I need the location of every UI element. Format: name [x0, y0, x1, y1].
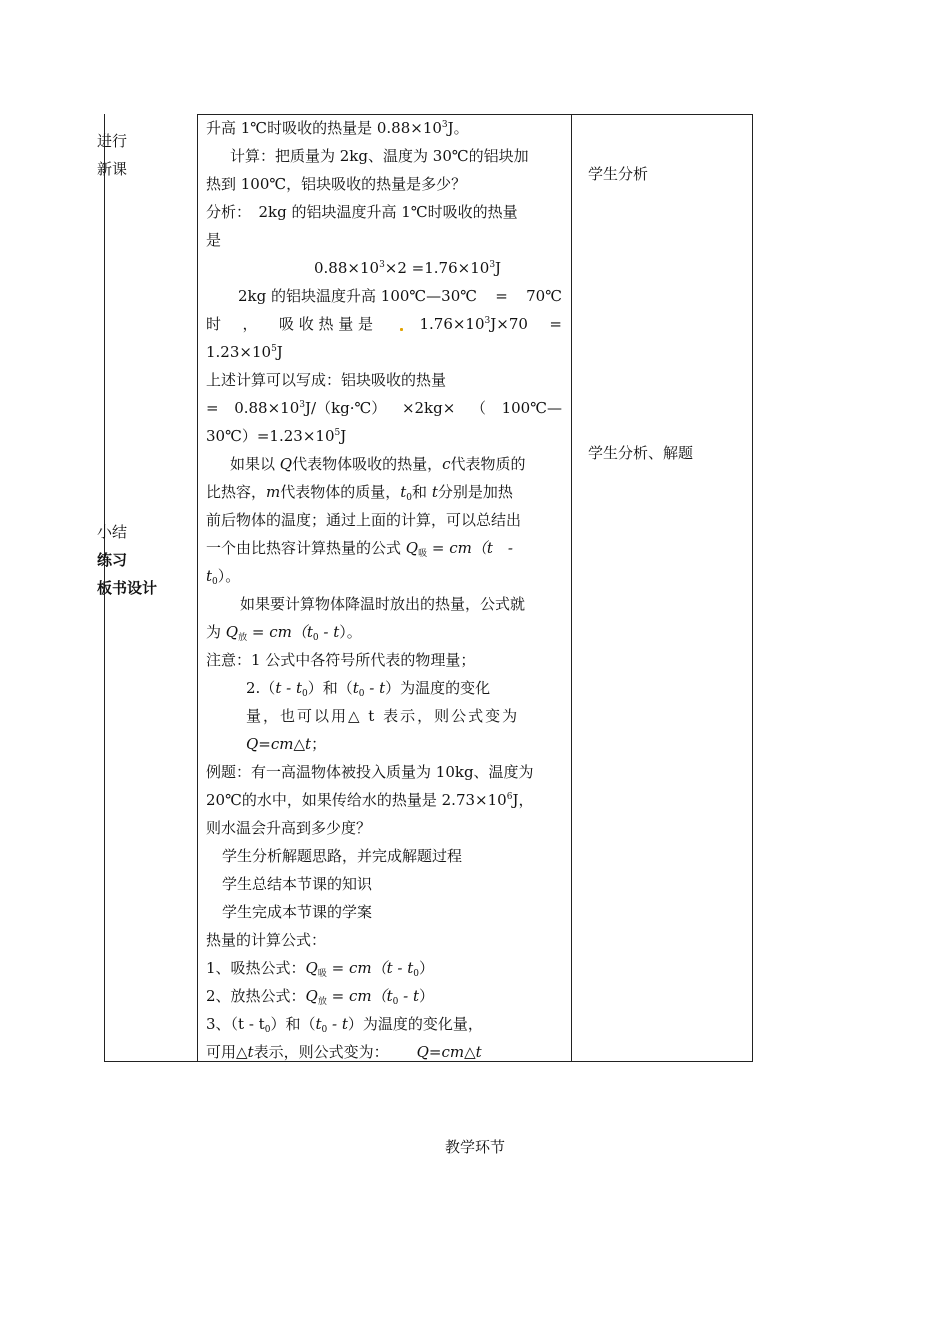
line-2: 计算：把质量为 2kg、温度为 30℃的铝块加 [230, 147, 529, 165]
line-13: 如果以 Q代表物体吸收的热量，c代表物质的 [230, 455, 526, 473]
line-21: $2.(t - t_0)$和$(t_0 - t)$为温度的变化 [246, 679, 491, 699]
line-14: 比热容，m代表物体的质量，$t_0$和 t分别是加热 [206, 483, 513, 503]
line-19: 为 $Q_放 = cm(t_0 - t)$。 [206, 623, 362, 643]
line-28: 学生总结本节课的知识 [222, 875, 373, 893]
note-student-analysis-solve: 学生分析、解题 [588, 444, 694, 462]
line-33: 3、$(t - t_0)$和$(t_0 - t)$为温度的变化量， [206, 1015, 483, 1035]
line-25: 20℃的水中，如果传给水的热量是 $2.73\times 10^6J$， [206, 791, 534, 809]
line-34: 可用△t表示，则公式变为： Q=cm△t [206, 1043, 482, 1061]
line-22: 量，也可以用△ t 表示，则公式变为 [246, 707, 520, 725]
line-30: 热量的计算公式： [206, 931, 327, 949]
line-17: $t_0$）。 [206, 567, 241, 587]
line-7: 2kg 的铝块温度升高 100℃—30℃ = 70℃ [238, 287, 562, 305]
line-16: 一个由比热容计算热量的公式 $Q_吸 = cm(t$ - [206, 539, 513, 559]
note-student-analysis: 学生分析 [588, 165, 649, 183]
column-divider-right [571, 114, 572, 1061]
line-5: 是 [206, 231, 222, 249]
label-xiaojie: 小结 [97, 523, 128, 541]
line-32: 2、放热公式：$Q_放 = cm(t_0 - t)$ [206, 987, 435, 1007]
footer-label: 教学环节 [444, 1138, 505, 1156]
line-8: 时 ， 吸 收 热 量 是 $1.76\times 10^3J\times 70$ = [206, 315, 562, 333]
line-11: = $0.88\times 10^3J/(kg\cdot℃)$ ×2kg× （ 100℃— [206, 399, 562, 417]
label-jinxing: 进行 [97, 132, 128, 150]
line-27: 学生分析解题思路，并完成解题过程 [222, 847, 463, 865]
line-18: 如果要计算物体降温时放出的热量，公式就 [240, 595, 526, 613]
line-23: Q=cm△t； [246, 735, 327, 753]
label-lianxi: 练习 [97, 551, 128, 569]
line-9: $1.23\times 10^5J$ [206, 343, 283, 361]
label-xinke: 新课 [97, 160, 128, 178]
line-1: 升高 1℃时吸收的热量是 $0.88\times 10^3J$。 [206, 119, 469, 137]
line-31: 1、吸热公式：$Q_吸 = cm(t - t_0)$ [206, 959, 435, 979]
line-24: 例题：有一高温物体被投入质量为 10kg、温度为 [206, 763, 534, 781]
line-4: 分析： 2kg 的铝块温度升高 1℃时吸收的热量 [206, 203, 518, 221]
line-10: 上述计算可以写成：铝块吸收的热量 [206, 371, 447, 389]
line-6: $0.88\times 10^3\times 2 =1.76\times 10^3J$ [314, 259, 502, 277]
line-26: 则水温会升高到多少度？ [206, 819, 372, 837]
label-banshu: 板书设计 [97, 579, 158, 597]
line-20: 注意：1 公式中各符号所代表的物理量； [206, 651, 476, 669]
line-15: 前后物体的温度；通过上面的计算，可以总结出 [206, 511, 522, 529]
line-3: 热到 100℃，铝块吸收的热量是多少？ [206, 175, 467, 193]
line-12: $30℃)=1.23\times 10^5J$ [206, 427, 347, 445]
marker-dot [400, 328, 403, 331]
column-divider-left [197, 114, 198, 1061]
line-29: 学生完成本节课的学案 [222, 903, 373, 921]
